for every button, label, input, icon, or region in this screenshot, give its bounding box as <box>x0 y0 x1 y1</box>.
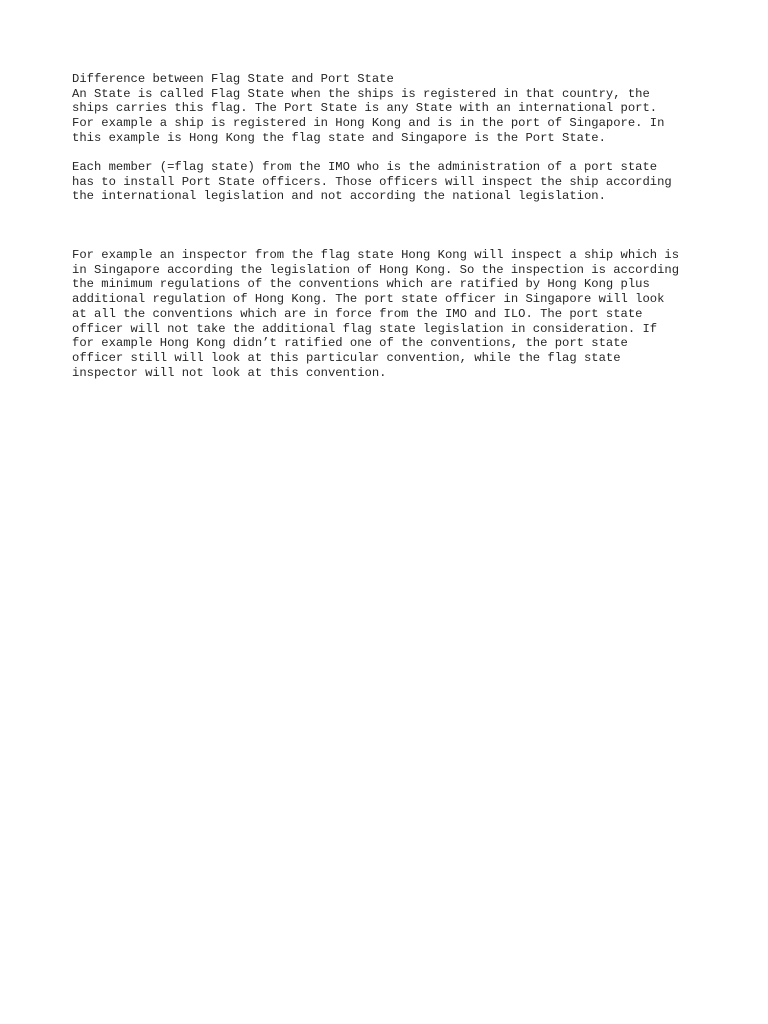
text-line: For example a ship is registered in Hong Kong and is in the port of Singapore. In <box>72 116 665 131</box>
document-title: Difference between Flag State and Port State <box>72 72 394 86</box>
text-line: officer still will look at this particular convention, while the flag state <box>72 350 621 365</box>
text-line: inspector will not look at this convention. <box>72 365 387 380</box>
text-line: An State is called Flag State when the ships is registered in that country, the <box>72 86 650 101</box>
text-line: has to install Port State officers. Those officers will inspect the ship according <box>72 174 672 189</box>
text-line: Each member (=flag state) from the IMO who is the administration of a port state <box>72 160 658 174</box>
text-line: For example an inspector from the flag state Hong Kong will inspect a ship which is <box>72 248 680 262</box>
text-line: officer will not take the additional flag state legislation in consideration. If <box>72 321 658 336</box>
text-line: at all the conventions which are in force from the IMO and ILO. The port state <box>72 306 643 321</box>
text-line: the minimum regulations of the conventions which are ratified by Hong Kong plus <box>72 277 650 292</box>
text-line: for example Hong Kong didn’t ratified one of the conventions, the port state <box>72 336 628 351</box>
paragraph-inspection-example <box>72 248 712 380</box>
text-line: the international legislation and not according the national legislation. <box>72 189 606 204</box>
text-line: in Singapore according the legislation of Hong Kong. So the inspection is according <box>72 262 680 277</box>
paragraph-intro <box>72 72 712 146</box>
text-line: this example is Hong Kong the flag state and Singapore is the Port State. <box>72 130 606 145</box>
text-line: ships carries this flag. The Port State is any State with an international port. <box>72 101 658 116</box>
paragraph-imo-members <box>72 160 712 204</box>
text-line: additional regulation of Hong Kong. The port state officer in Singapore will look <box>72 292 665 307</box>
